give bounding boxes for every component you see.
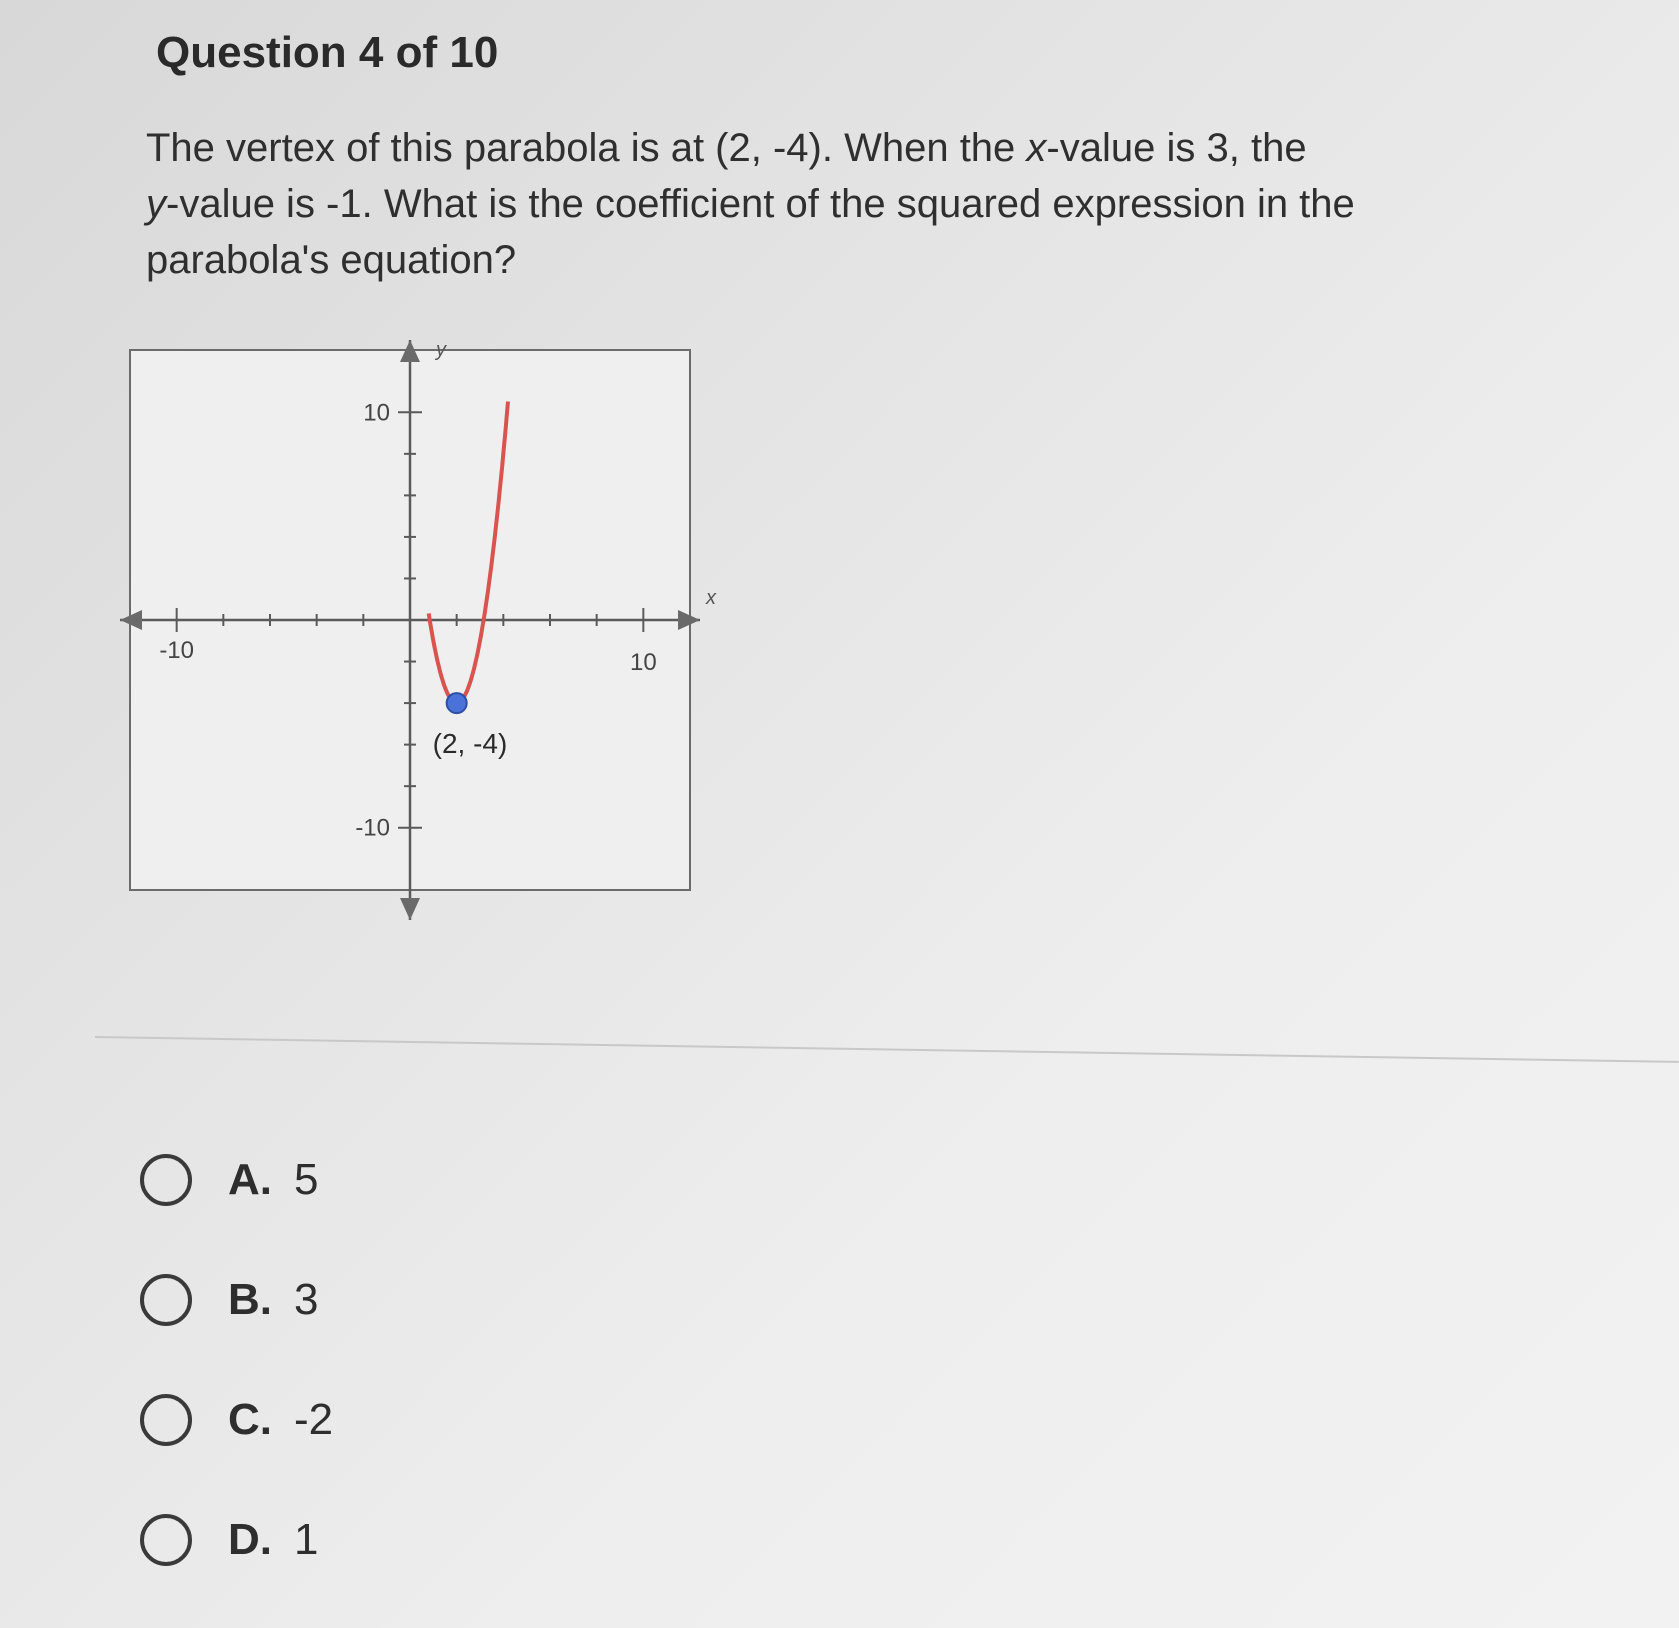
x-tick-label: -10 (159, 637, 195, 664)
question-x-variable: x (1026, 126, 1047, 170)
question-header: Question 4 of 10 (156, 28, 499, 77)
y-tick-label: 10 (363, 399, 390, 427)
option-letter: C. (228, 1395, 272, 1444)
graph-svg (120, 340, 760, 980)
x-axis-name: x (706, 587, 716, 609)
question-text-part-1: The vertex of this parabola is at (2, -4). When the (146, 126, 1027, 170)
vertex-point (447, 693, 467, 713)
y-tick-label: -10 (355, 814, 390, 842)
option-c[interactable] (140, 1360, 333, 1480)
answer-options (140, 1120, 333, 1600)
option-a[interactable] (140, 1120, 333, 1240)
option-value: 5 (294, 1155, 319, 1204)
question-text-part-2: -value is 3, the (1046, 126, 1307, 170)
question-text-part-3: -value is -1. What is the coefficient of the squared expression in the parabola's equation? (146, 182, 1355, 282)
question-y-variable: y (146, 182, 166, 226)
option-b[interactable] (140, 1240, 333, 1360)
radio-icon[interactable] (140, 1394, 192, 1446)
option-value: 3 (294, 1275, 319, 1324)
option-d[interactable] (140, 1480, 333, 1600)
x-tick-label: 10 (629, 649, 657, 676)
option-letter: A. (228, 1155, 272, 1204)
radio-icon[interactable] (140, 1154, 192, 1206)
y-axis-bottom-arrow (400, 898, 420, 920)
y-axis-name: y (436, 340, 446, 361)
radio-icon[interactable] (140, 1274, 192, 1326)
option-value: 1 (294, 1515, 319, 1564)
question-text (146, 120, 1526, 288)
parabola-graph (120, 340, 760, 980)
option-letter: B. (228, 1275, 272, 1324)
vertex-label: (2, -4) (432, 728, 508, 760)
option-letter: D. (228, 1515, 272, 1564)
option-value: -2 (294, 1395, 334, 1444)
divider (95, 1036, 1679, 1063)
radio-icon[interactable] (140, 1514, 192, 1566)
